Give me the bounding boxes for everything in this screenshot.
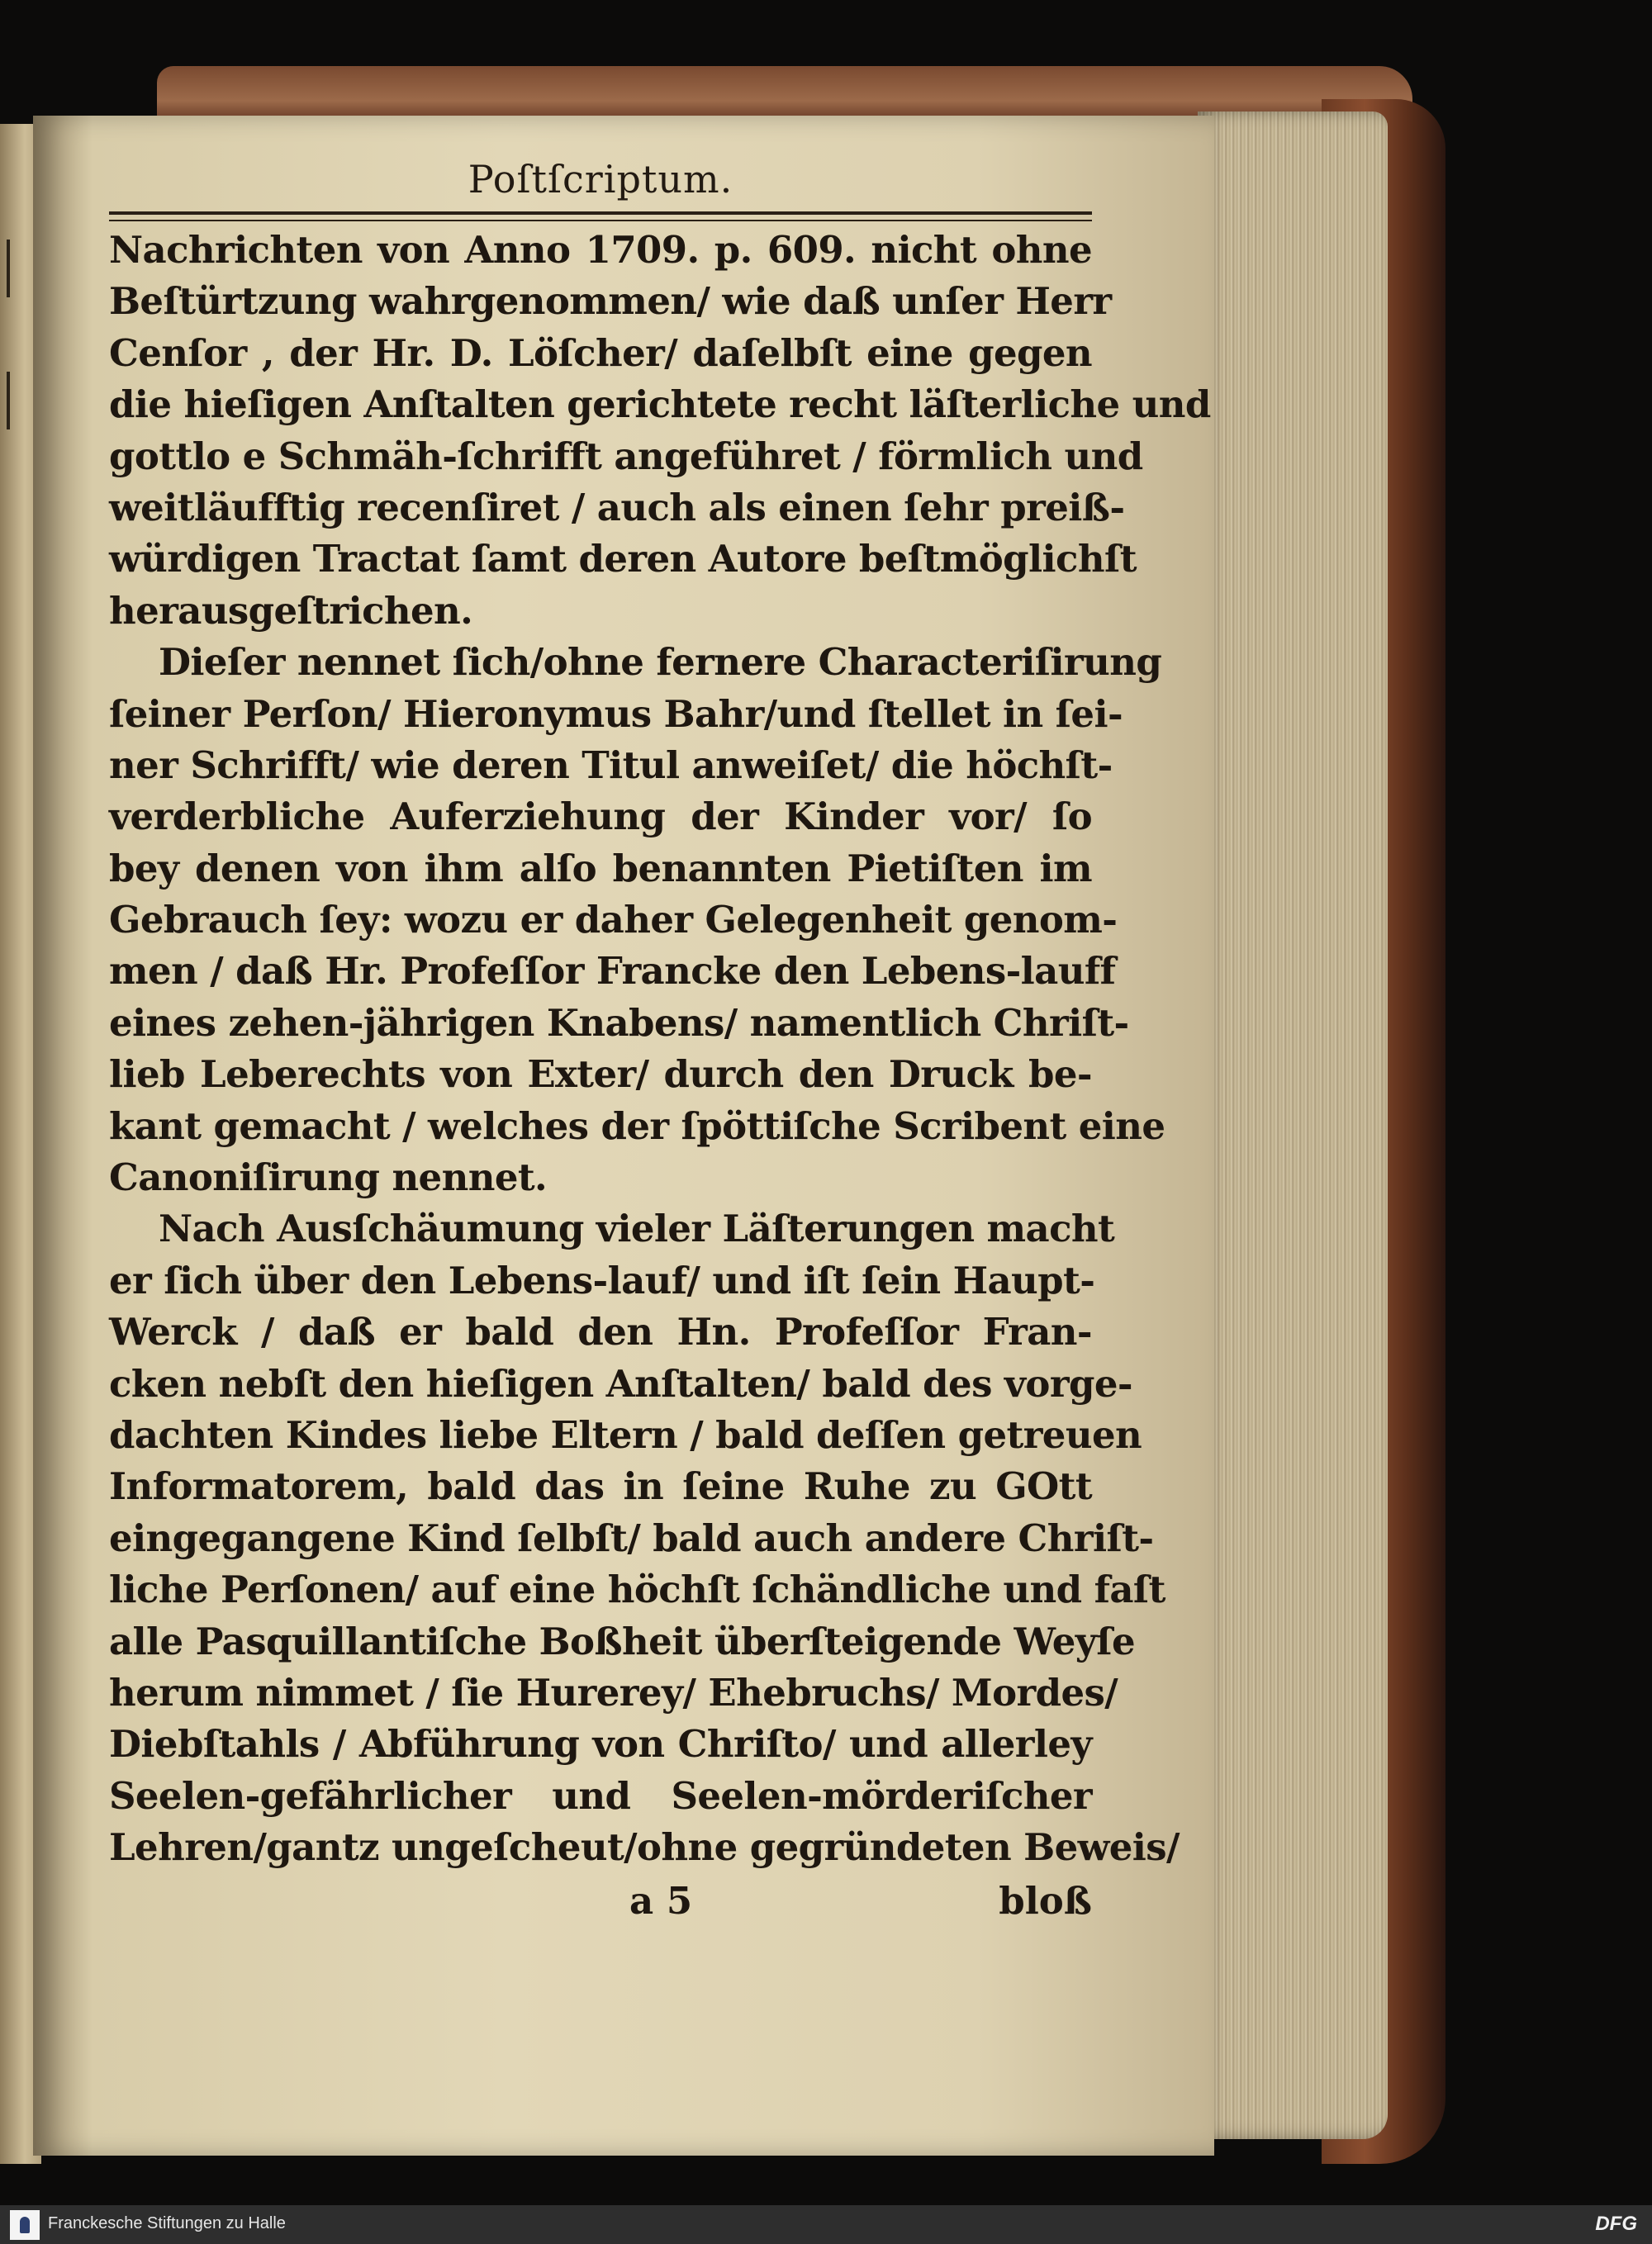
text-line: Informatorem, bald das in ſeine Ruhe zu GOtt: [109, 1464, 1092, 1509]
text-line: Diebſtahls / Abführung von Chriſto/ und allerley: [109, 1722, 1092, 1767]
text-line: dachten Kindes liebe Eltern / bald deſſen getreuen: [109, 1412, 1142, 1457]
book: [0, 66, 1454, 2164]
text-line: herum nimmet / ſie Hurerey/ Ehebruchs/ Mordes/: [109, 1670, 1118, 1715]
text-line: Gebrauch ſey: wozu er daher Gelegenheit genom-: [109, 898, 1118, 942]
left-page-mark: [7, 372, 10, 429]
text-line: gottlo e Schmäh-ſchrifft angeführet / förmlich und: [109, 434, 1143, 478]
dfg-logo[interactable]: DFG: [1595, 2213, 1637, 2235]
text-line: eines zehen-jährigen Knabens/ namentlich Chriſt-: [109, 1000, 1129, 1045]
text-line: men / daß Hr. Profeſſor Francke den Lebens-lauff: [109, 949, 1116, 994]
institution-logo-figure: [20, 2217, 30, 2233]
institution-logo-icon: [10, 2210, 40, 2240]
text-line: Beſtürtzung wahrgenommen/ wie daß unſer Herr: [109, 279, 1112, 324]
text-line: alle Pasquillantiſche Boßheit überſteigende Weyſe: [109, 1619, 1136, 1663]
text-line: kant gemacht / welches der ſpöttiſche Scribent eine: [109, 1103, 1165, 1148]
page-content: [109, 157, 1211, 1930]
text-line: Lehren/gantz ungeſcheut/ohne gegründeten Beweis/: [109, 1825, 1180, 1870]
viewer-footer-bar: [0, 2205, 1652, 2244]
text-line: Cenſor , der Hr. D. Löſcher/ daſelbſt eine gegen: [109, 330, 1092, 375]
page-fore-edge: [1198, 111, 1388, 2139]
text-line: bey denen von ihm alſo benannten Pietiſten im: [109, 846, 1092, 890]
text-line: Dieſer nennet ſich/ohne fernere Characteriſirung: [159, 640, 1162, 685]
text-line: die hieſigen Anſtalten gerichtete recht läſterliche und: [109, 382, 1211, 427]
text-line: herausgeſtrichen.: [109, 588, 473, 633]
text-line: verderbliche Auferziehung der Kinder vor/ ſo: [109, 795, 1092, 839]
text-line: ner Schrifft/ wie deren Titul anweiſet/ die höchſt-: [109, 742, 1113, 787]
text-line: würdigen Tractat ſamt deren Autore beſtmöglichſt: [109, 537, 1137, 581]
text-block: [109, 225, 1211, 1874]
left-page-mark: [7, 240, 10, 297]
signature-mark: a 5: [629, 1878, 693, 1923]
text-line: Nachrichten von Anno 1709. p. 609. nicht ohne: [109, 228, 1092, 272]
text-line: er ſich über den Lebens-lauf/ und iſt ſein Haupt-: [109, 1258, 1095, 1302]
text-line: Seelen-gefährlicher und Seelen-mörderiſcher: [109, 1773, 1092, 1818]
text-line: Canoniſirung nennet.: [109, 1155, 548, 1200]
text-line: lieb Leberechts von Exter/ durch den Druck be-: [109, 1052, 1092, 1097]
institution-name[interactable]: Franckesche Stiftungen zu Halle: [48, 2214, 286, 2232]
text-line: eingegangene Kind ſelbſt/ bald auch andere Chriſt-: [109, 1516, 1154, 1560]
page-footer: [109, 1879, 1092, 1930]
header-rule: [109, 211, 1092, 221]
text-line: liche Perſonen/ auf eine höchſt ſchändliche und faſt: [109, 1568, 1165, 1612]
text-line: Nach Ausſchäumung vieler Läſterungen macht: [159, 1207, 1115, 1251]
text-line: weitläufftig recenſiret / auch als einen ſehr preiß-: [109, 485, 1125, 529]
catchword: bloß: [999, 1878, 1092, 1923]
text-line: ſeiner Perſon/ Hieronymus Bahr/und ſtellet in ſei-: [109, 691, 1123, 736]
text-line: Werck / daß er bald den Hn. Profeſſor Fran-: [109, 1310, 1092, 1354]
book-page: [33, 116, 1214, 2156]
running-header: Poſtſcriptum.: [468, 157, 733, 202]
text-line: cken nebſt den hieſigen Anſtalten/ bald des vorge-: [109, 1361, 1132, 1406]
